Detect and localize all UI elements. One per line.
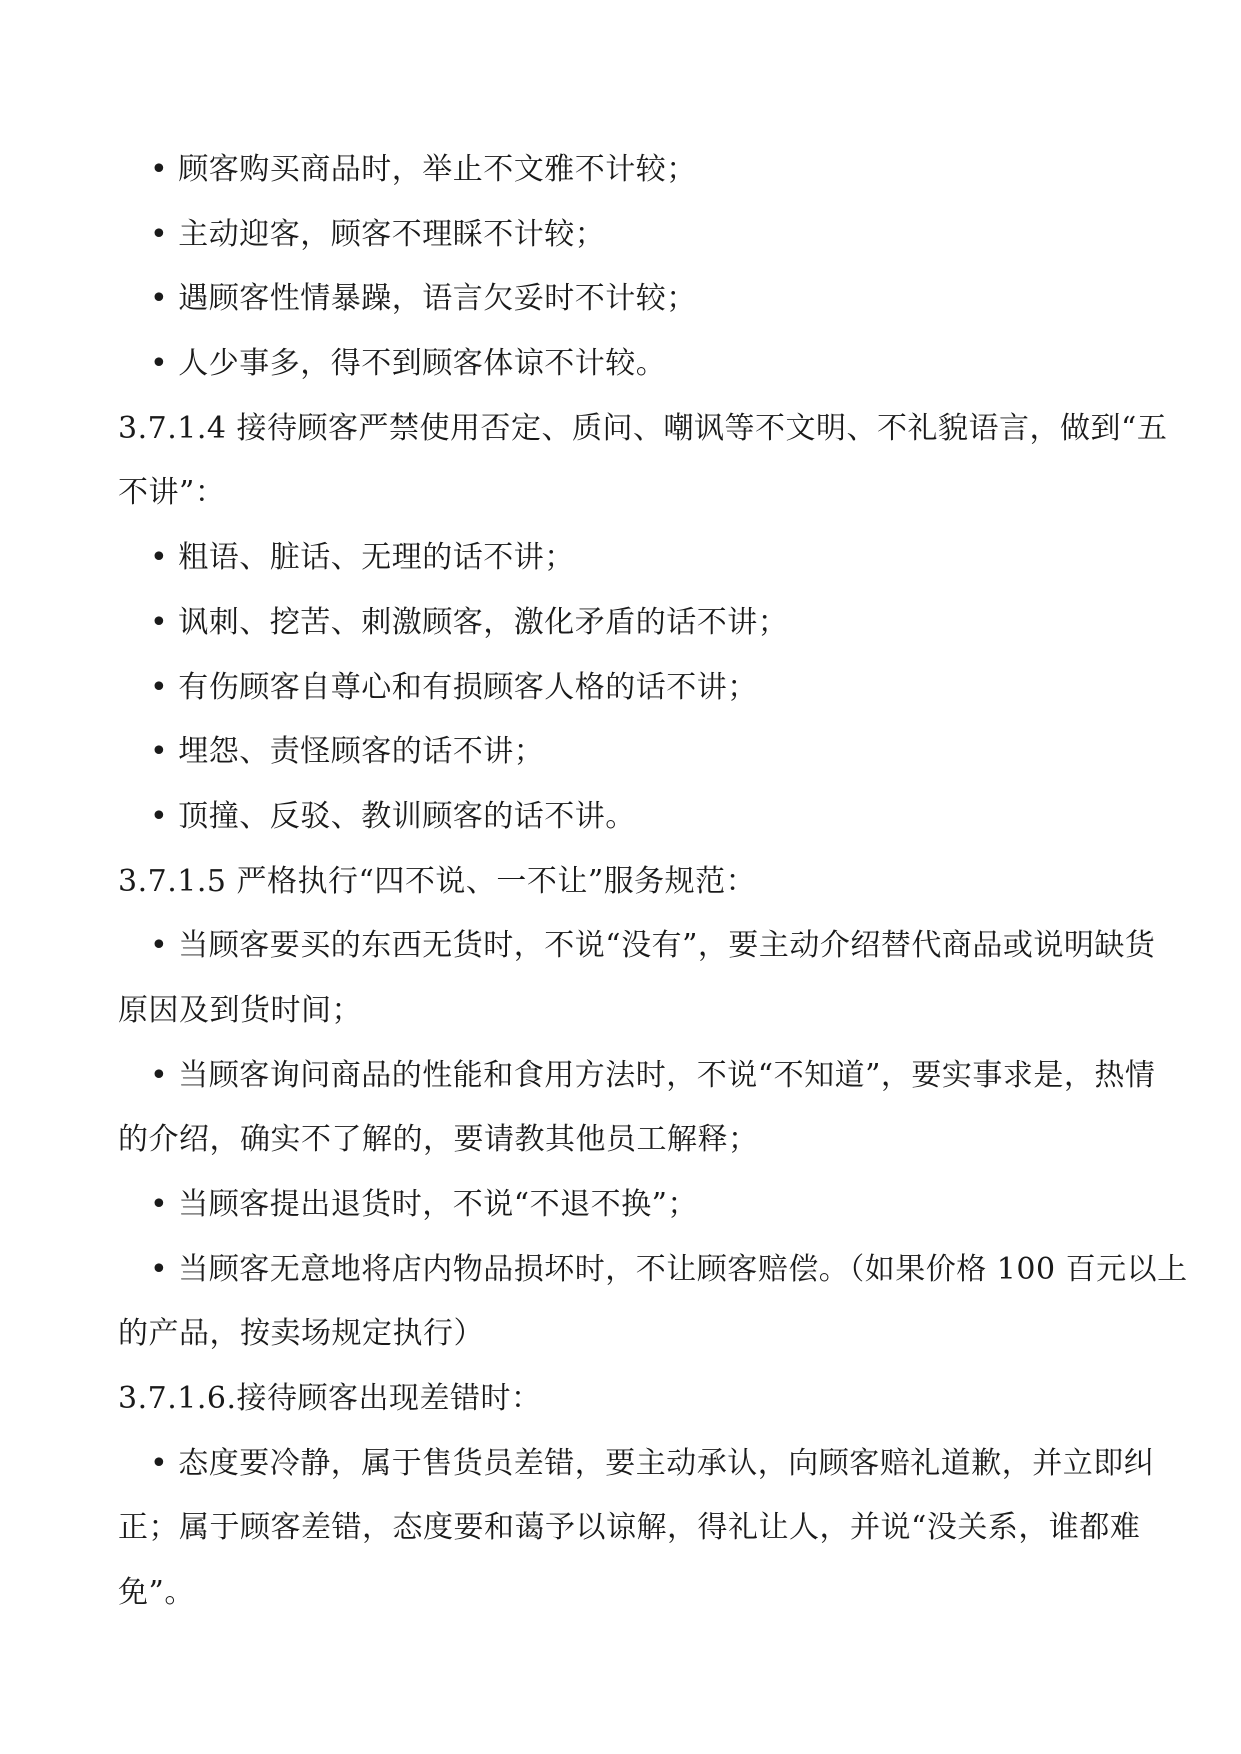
text-line: 3.7.1.6.接待顾客出现差错时： (118, 1381, 542, 1417)
text-line: 的产品，按卖场规定执行） (118, 1316, 484, 1352)
bullet-line: • 埋怨、责怪顾客的话不讲； (150, 734, 545, 770)
bullet-line: • 当顾客提出退货时，不说“不退不换”； (150, 1187, 698, 1222)
text-line: 不讲”： (118, 475, 226, 511)
text-line: 免”。 (118, 1575, 195, 1611)
bullet-line: • 粗语、脏话、无理的话不讲； (150, 540, 575, 576)
bullet-line: • 人少事多，得不到顾客体谅不计较。 (150, 346, 667, 382)
bullet-line: • 讽刺、挖苦、刺激顾客，激化矛盾的话不讲； (150, 604, 789, 640)
bullet-line: • 顶撞、反驳、教训顾客的话不讲。 (150, 798, 636, 834)
text-line: 的介绍，确实不了解的，要请教其他员工解释； (118, 1122, 759, 1158)
document-body (118, 138, 1188, 1626)
text-line: 正；属于顾客差错，态度要和蔼予以谅解，得礼让人，并说“没关系，谁都难 (118, 1510, 1141, 1546)
text-line: 原因及到货时间； (118, 992, 362, 1028)
bullet-line: • 态度要冷静，属于售货员差错，要主动承认，向顾客赔礼道歉，并立即纠 (150, 1445, 1155, 1481)
text-line: 3.7.1.5 严格执行“四不说、一不让”服务规范： (118, 863, 757, 899)
bullet-line: • 有伤顾客自尊心和有损顾客人格的话不讲； (150, 669, 758, 705)
bullet-line: • 遇顾客性情暴躁，语言欠妥时不计较； (150, 281, 697, 317)
bullet-line: • 主动迎客，顾客不理睬不计较； (150, 216, 606, 252)
bullet-line: • 当顾客询问商品的性能和食用方法时，不说“不知道”，要实事求是，热情 (150, 1057, 1156, 1093)
bullet-line: • 顾客购买商品时，举止不文雅不计较； (150, 152, 697, 187)
bullet-line: • 当顾客无意地将店内物品损坏时，不让顾客赔偿。（如果价格 100 百元以上 (150, 1251, 1188, 1287)
text-line: 3.7.1.4 接待顾客严禁使用否定、质问、嘲讽等不文明、不礼貌语言，做到“五 (118, 410, 1168, 446)
bullet-line: • 当顾客要买的东西无货时，不说“没有”，要主动介绍替代商品或说明缺货 (150, 928, 1156, 964)
